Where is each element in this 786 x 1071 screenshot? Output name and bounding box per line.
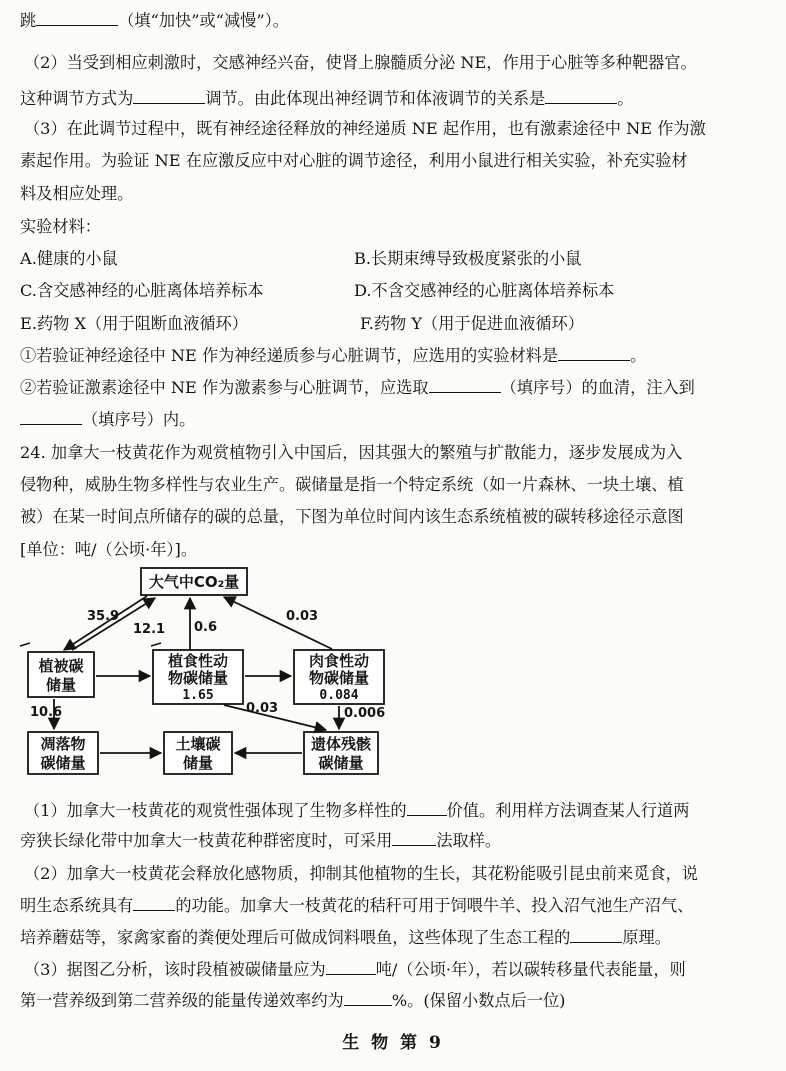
svg-text:物碳储量: 物碳储量	[308, 669, 370, 687]
q24-part1-line2: 旁狭长绿化带中加拿大一枝黄花种群密度时，可采用 法取样。	[20, 831, 502, 850]
svg-text:土壤碳: 土壤碳	[175, 735, 221, 753]
material-e: E.药物 X（用于阻断血液循环）	[20, 314, 248, 333]
q23-part2-line1: （2）当受到相应刺激时，交感神经兴奋，使肾上腺髓质分泌 NE，作用于心脏等多种靶器官。	[24, 53, 697, 72]
answer-blank[interactable]	[326, 959, 376, 975]
q23-subquestion-2: ②若验证激素途径中 NE 作为激素参与心脏调节，应选取 （填序号）的血清，注入到	[20, 378, 695, 397]
material-f: F.药物 Y（用于促进血液循环）	[360, 314, 584, 333]
q23-part3-line2: 素起作用。为验证 NE 在应激反应中对心脏的调节途径，利用小鼠进行相关实验，补充实验材	[20, 151, 688, 170]
q23-part2-line2: 这种调节方式为 调节。由此体现出神经调节和体液调节的关系是 。	[20, 89, 634, 108]
q24-intro-line2: 侵物种，威胁生物多样性与农业生产。碳储量是指一个特定系统（如一片森林、一块土壤、植	[20, 475, 684, 494]
svg-text:植被碳: 植被碳	[38, 657, 84, 675]
answer-blank[interactable]	[429, 377, 501, 393]
answer-blank[interactable]	[558, 345, 630, 361]
label-carn-to-remains: 0.006	[344, 706, 386, 721]
material-c: C.含交感神经的心脏离体培养标本	[20, 281, 264, 300]
carnivore-carbon-box	[294, 650, 384, 704]
answer-blank[interactable]	[407, 800, 447, 816]
q24-part2-line1: （2）加拿大一枝黄花会释放化感物质，抑制其他植物的生长，其花粉能吸引昆虫前来觅食，说	[24, 864, 698, 883]
material-b: B.长期束缚导致极度紧张的小鼠	[354, 249, 582, 268]
svg-text:碳储量: 碳储量	[318, 754, 364, 772]
svg-text:物碳储量: 物碳储量	[167, 669, 229, 687]
label-veg-to-litter: 10.6	[30, 705, 63, 720]
litter-carbon-box	[28, 732, 98, 774]
q23-line-0: 跳 （填“加快”或“减慢”）。	[20, 11, 289, 30]
q23-subquestion-1: ①若验证神经途径中 NE 作为神经递质参与心脏调节，应选用的实验材料是 。	[20, 346, 647, 365]
q24-intro-line3: 被）在某一时间点所储存的碳的总量，下图为单位时间内该生态系统植被的碳转移途径示意图	[20, 507, 684, 526]
material-d: D.不含交感神经的心脏离体培养标本	[354, 281, 615, 300]
remains-carbon-box	[304, 732, 378, 774]
material-a: A.健康的小鼠	[20, 249, 118, 268]
label-veg-to-atm: 12.1	[133, 622, 166, 637]
atmosphere-co2-box	[141, 568, 247, 595]
pen-mark	[392, 831, 394, 850]
page-footer: 生 物 第 9	[342, 1033, 444, 1053]
svg-text:储量: 储量	[45, 676, 77, 694]
carbon-transfer-diagram	[14, 560, 414, 780]
carnivore-carbon-value: 0.084	[319, 688, 359, 703]
svg-text:大气中CO₂量: 大气中CO₂量	[148, 573, 240, 591]
q24-part1-line1: （1）加拿大一枝黄花的观赏性强体现了生物多样性的 价值。利用样方法调查某人行道两	[24, 801, 690, 820]
materials-title: 实验材料：	[20, 217, 101, 236]
answer-blank[interactable]	[20, 409, 82, 425]
q23-part3-line1: （3）在此调节过程中，既有神经途径释放的神经递质 NE 起作用，也有激素途径中 NE 作为激	[24, 119, 706, 138]
pen-mark	[151, 643, 161, 646]
q23-part3-line3: 料及相应处理。	[20, 184, 134, 203]
q24-part3-line1: （3）据图乙分析，该时段植被碳储量应为 吨/（公顷·年），若以碳转移量代表能量，则	[24, 960, 686, 979]
q24-intro-line1: 24. 加拿大一枝黄花作为观赏植物引入中国后，因其强大的繁殖与扩散能力，逐步发展成为入	[20, 443, 683, 462]
answer-blank[interactable]	[133, 88, 205, 104]
soil-carbon-box	[164, 732, 232, 774]
q23-subquestion-2-cont: （填序号）内。	[20, 409, 195, 431]
svg-text:植食性动: 植食性动	[167, 652, 229, 670]
vegetation-carbon-box	[28, 652, 94, 697]
svg-text:凋落物: 凋落物	[40, 735, 86, 753]
answer-blank[interactable]	[344, 990, 392, 1006]
answer-blank[interactable]	[570, 927, 622, 943]
q24-part3-line2: 第一营养级到第二营养级的能量传递效率约为 %。(保留小数点后一位)	[20, 991, 566, 1010]
q24-part2-line2: 明生态系统具有 的功能。加拿大一枝黄花的秸秆可用于饲喂牛羊、投入沼气池生产沼气、	[20, 896, 694, 915]
answer-blank[interactable]	[545, 88, 617, 104]
herbivore-carbon-value: 1.65	[182, 688, 214, 703]
answer-blank[interactable]	[392, 830, 436, 846]
q24-part2-line3: 培养蘑菇等，家禽家畜的粪便处理后可做成饲料喂鱼，这些体现了生态工程的 原理。	[20, 928, 671, 947]
label-atm-to-veg: 35.9	[87, 609, 120, 624]
q24-intro-line4: [单位：吨/（公顷·年）]。	[20, 540, 198, 559]
answer-blank[interactable]	[36, 10, 118, 26]
svg-text:肉食性动: 肉食性动	[308, 652, 370, 670]
svg-text:遗体残骸: 遗体残骸	[310, 735, 372, 753]
label-herb-to-remains: 0.03	[246, 701, 279, 716]
answer-blank[interactable]	[133, 895, 175, 911]
svg-text:碳储量: 碳储量	[40, 754, 86, 772]
svg-text:储量: 储量	[182, 754, 214, 772]
pen-mark	[20, 643, 30, 646]
label-carn-to-atm: 0.03	[286, 609, 319, 624]
herbivore-carbon-box	[153, 650, 243, 704]
label-herb-to-atm: 0.6	[194, 620, 218, 635]
